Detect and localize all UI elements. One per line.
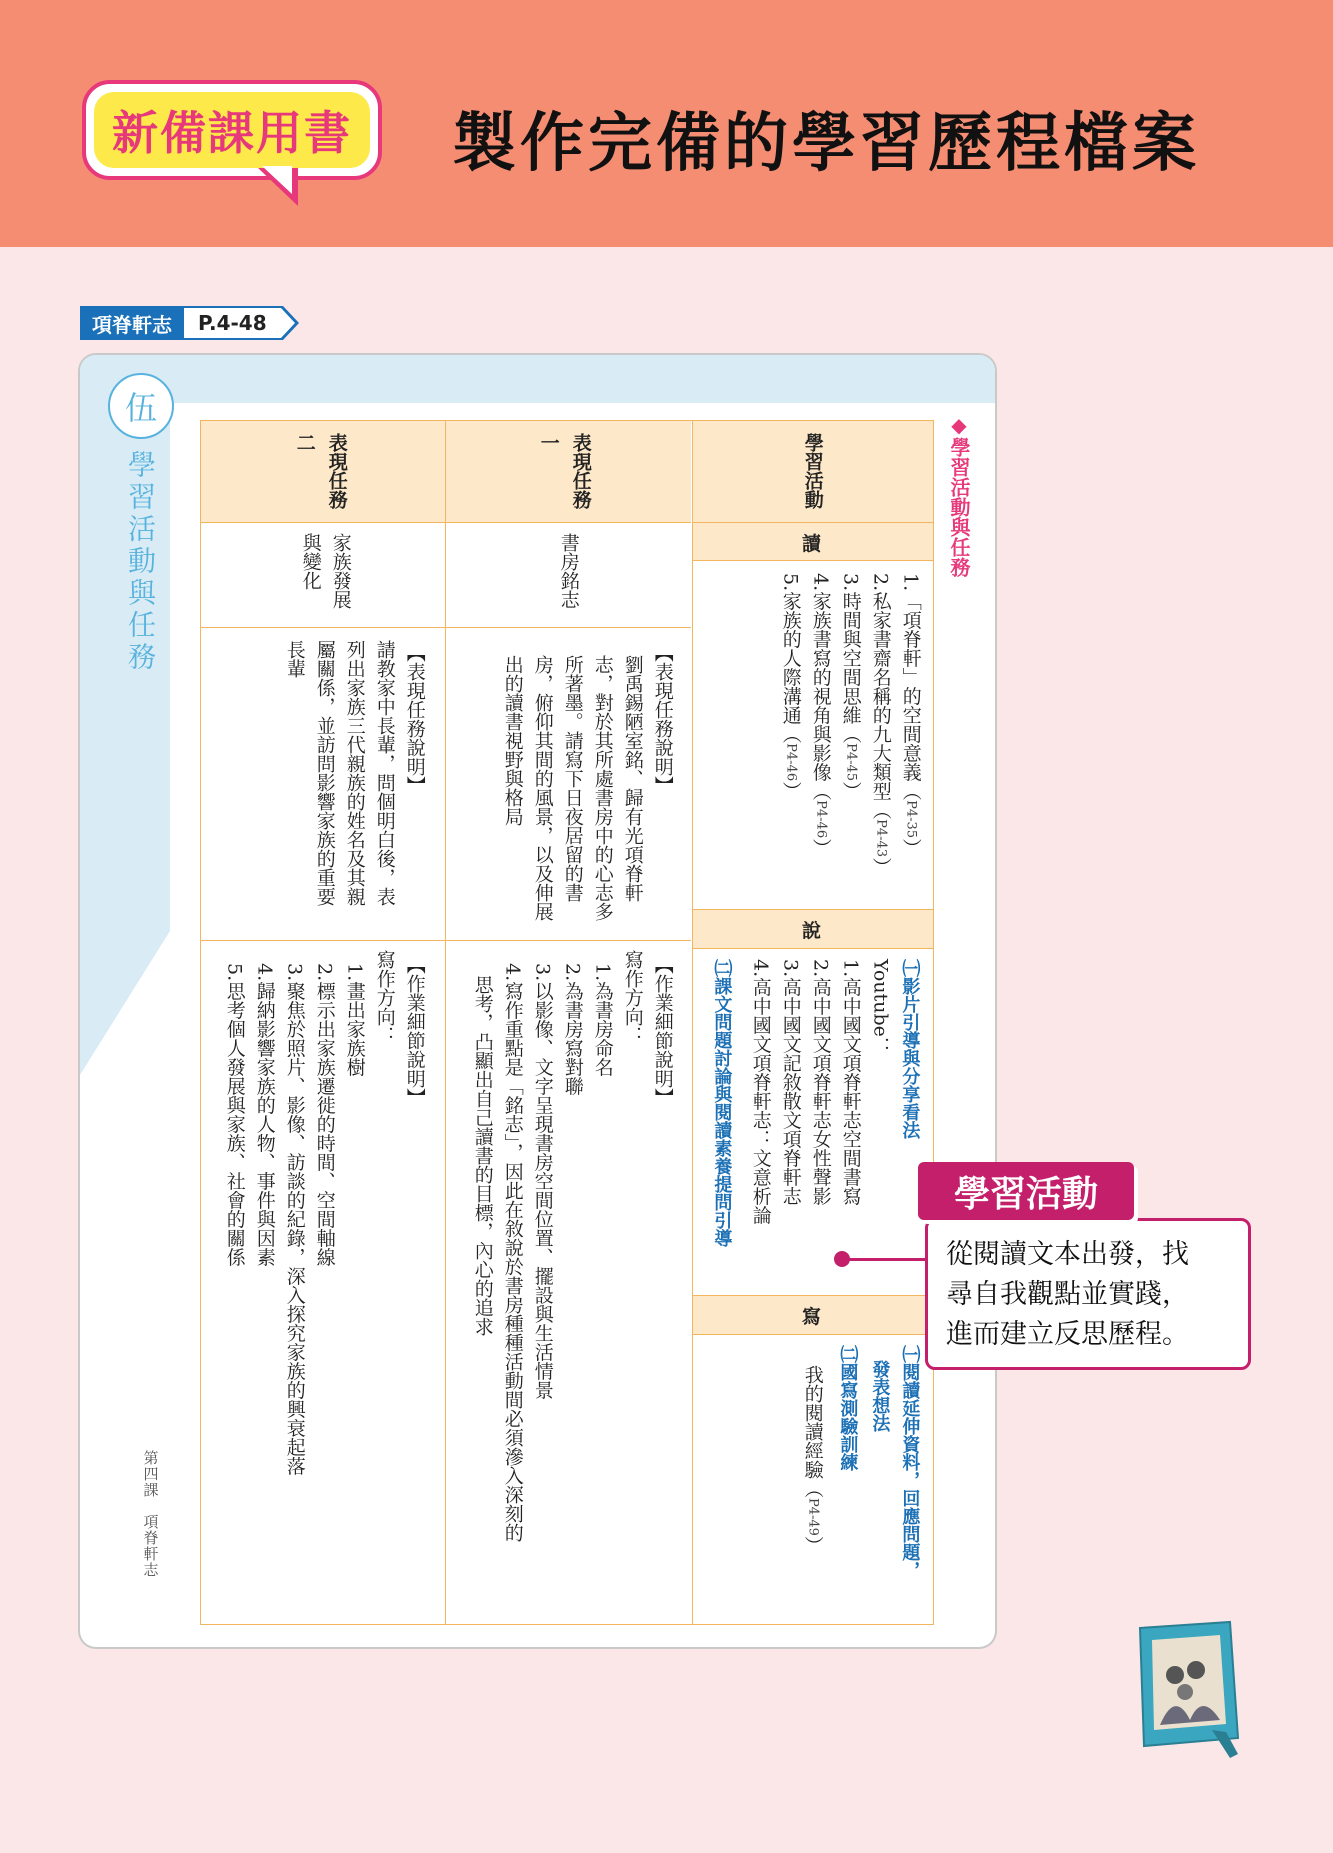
task1-desc-line: 所著墨。請寫下日夜居留的書: [561, 655, 584, 902]
callout-line: 尋自我觀點並實踐，: [946, 1279, 1189, 1310]
task1-desc-line: 出的讀書視野與格局: [501, 655, 524, 826]
lesson-footer: 第四課 項脊軒志: [141, 1450, 160, 1578]
task2-detail-title: 【作業細節說明】: [403, 955, 426, 1107]
task1-name: 書房銘志: [557, 533, 580, 609]
lesson-name: 項脊軒志: [80, 306, 184, 340]
task2-desc-line: 列出家族三代親族的姓名及其親: [343, 640, 366, 906]
task2-desc-line: 屬關係，並訪問影響家族的重要: [313, 640, 336, 906]
write-sub1-cont: 發表想法: [869, 1360, 891, 1432]
task1-desc-title: 【表現任務說明】: [651, 643, 674, 795]
section-title: 學習活動與任務: [124, 450, 157, 674]
read-item-3: 3.時間與空間思維（P4-45）: [839, 573, 862, 801]
write-sub2: ㈡國寫測驗訓練: [837, 1345, 859, 1471]
section-number: 伍: [108, 373, 174, 439]
read-item-2: 2.私家書齋名稱的九大類型（P4-43）: [869, 573, 892, 877]
task1-desc-line: 房，俯仰其間的風景，以及伸展: [531, 655, 554, 921]
task1-detail-line: 3.以影像、文字呈現書房空間位置、擺設與生活情景: [531, 963, 554, 1400]
read-label: 讀: [802, 533, 822, 555]
task1-header: 表現任務: [569, 433, 592, 509]
speak-sub1: ㈠影片引導與分享看法: [899, 959, 921, 1139]
activity-header: 學習活動: [801, 433, 824, 509]
task2-header: 表現任務: [325, 433, 348, 509]
photo-frame-icon: [1130, 1620, 1242, 1760]
task1-detail-title: 【作業細節說明】: [651, 955, 674, 1107]
page-title: 製作完備的學習歷程檔案: [452, 107, 1200, 181]
task1-detail-line: 寫作方向：: [621, 950, 644, 1045]
speech-bubble-badge: [82, 80, 382, 180]
page-ref: P.4-48: [184, 306, 283, 340]
task2-detail-line: 3.聚焦於照片、影像、訪談的紀錄，深入探究家族的興衰起落: [283, 963, 306, 1476]
task1-detail-line: 1.為書房命名: [591, 963, 614, 1077]
task2-name-cont: 與變化: [299, 533, 322, 590]
task2-detail-line: 2.標示出家族遷徙的時間、空間軸線: [313, 963, 336, 1267]
speak-item-1: 1.高中國文項脊軒志空間書寫: [839, 959, 862, 1206]
task2-detail-line: 1.畫出家族樹: [343, 963, 366, 1077]
write-item: 我的閱讀經驗（P4-49）: [801, 1365, 824, 1555]
task1-detail-line: 4.寫作重點是「銘志」，因此在敘說於書房種種活動間必須滲入深刻的: [501, 963, 524, 1542]
callout-line: 進而建立反思歷程。: [946, 1319, 1189, 1350]
speak-label: 說: [802, 920, 822, 942]
task1-desc-line: 劉禹錫陋室銘、歸有光項脊軒: [621, 655, 644, 902]
write-label: 寫: [802, 1306, 822, 1328]
speak-item-2: 2.高中國文項脊軒志女性聲影: [809, 959, 832, 1206]
callout-title: 學習活動: [918, 1162, 1134, 1220]
task2-desc-line: 長輩: [283, 640, 306, 678]
task2-number: 二: [293, 433, 316, 452]
task1-detail-line: 思考，凸顯出自己讀書的目標，內心的追求: [471, 975, 494, 1336]
speak-item-4: 4.高中國文項脊軒志：文意析論: [749, 959, 772, 1225]
badge-label: 新備課用書: [112, 106, 352, 160]
speak-sub2: ㈡課文問題討論與閱讀素養提問引導: [711, 959, 733, 1247]
task1-detail-line: 2.為書房寫對聯: [561, 963, 584, 1096]
chevron-right-icon: [283, 306, 299, 340]
task1-desc-line: 志，對於其所處書房中的心志多: [591, 655, 614, 921]
task1-number: 一: [537, 433, 560, 452]
write-sub1: ㈠閱讀延伸資料，回應問題，: [899, 1345, 921, 1579]
task2-detail-line: 寫作方向：: [373, 950, 396, 1045]
page-header: [0, 0, 1333, 247]
callout-box: [925, 1218, 1251, 1370]
task2-desc-title: 【表現任務說明】: [403, 643, 426, 795]
task2-name: 家族發展: [329, 533, 352, 609]
speak-item-3: 3.高中國文記敘散文項脊軒志: [779, 959, 802, 1206]
read-item-1: 1.「項脊軒」的空間意義（P4-35）: [899, 573, 922, 858]
read-item-4: 4.家族書寫的視角與影像（P4-46）: [809, 573, 832, 858]
callout-line: 從閱讀文本出發，找: [946, 1239, 1189, 1270]
task2-detail-line: 5.思考個人發展與家族、社會的關係: [223, 963, 246, 1267]
task2-desc-line: 請教家中長輩，問個明白後，表: [373, 640, 396, 906]
content-card: [80, 355, 995, 1647]
section-heading: ◆學習活動與任務: [947, 413, 971, 577]
youtube-label: Youtube：: [869, 959, 892, 1056]
read-item-5: 5.家族的人際溝通（P4-46）: [779, 573, 802, 801]
task2-detail-line: 4.歸納影響家族的人物、事件與因素: [253, 963, 276, 1267]
section-sidebar: [80, 355, 170, 1055]
lesson-page-tag: [80, 306, 299, 340]
